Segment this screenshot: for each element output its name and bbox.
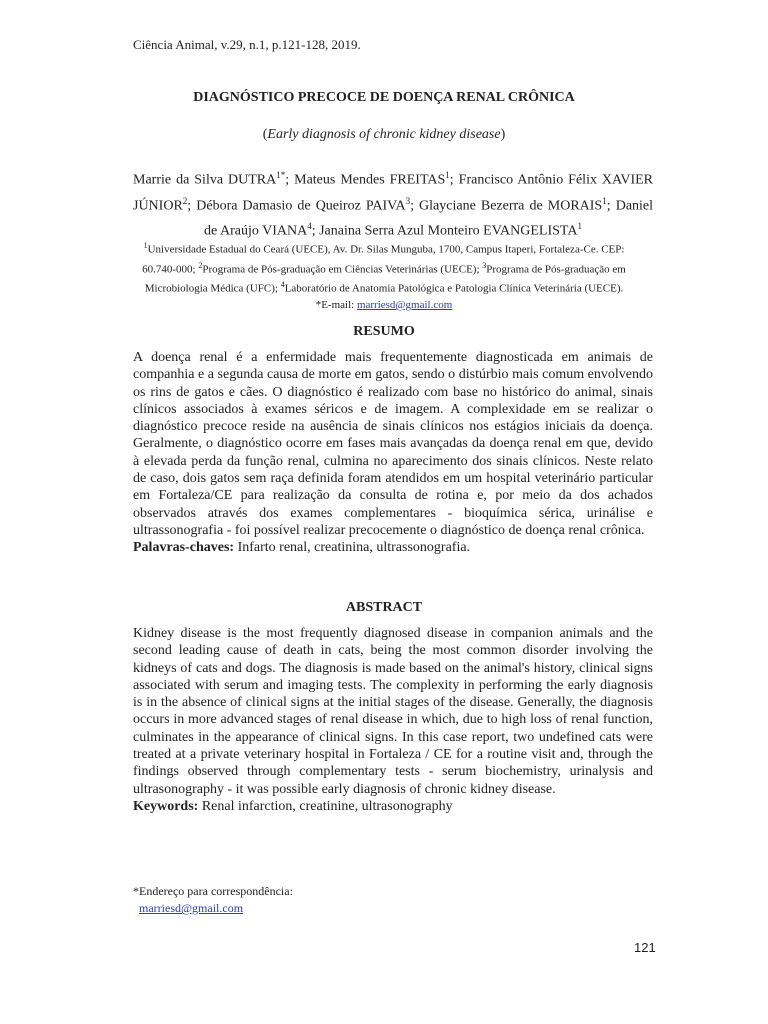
subtitle-english-title: Early diagnosis of chronic kidney disease [267,127,501,142]
affiliations-block [140,238,628,313]
author-separator: ; [449,172,459,188]
affiliation-mark-3: 3 [482,260,487,270]
footnote-label: *Endereço para correspondência: [133,884,293,898]
resumo-body [133,349,653,557]
author-name: Marrie da Silva DUTRA [133,172,277,188]
author-name: Débora Damasio de Queiroz PAIVA [196,198,406,214]
affiliation-3: Programa de Pós-graduação em Microbiologia Médica (UFC); [144,263,626,295]
footnote-email-link[interactable]: marriesd@gmail.com [139,901,244,915]
author-separator: ; [285,172,295,188]
affiliation-2: Programa de Pós-graduação em Ciências Veterinárias (UECE); [202,263,483,276]
article-title: DIAGNÓSTICO PRECOCE DE DOENÇA RENAL CRÔNICA [193,90,575,105]
author-name: Francisco Antônio Félix XAVIER JÚNIOR [133,172,654,214]
affiliation-mark-1: 1 [143,241,148,250]
subtitle-open-paren: ( [262,127,268,142]
abstract-body [133,625,653,815]
author-name: Glayciane Bezerra de MORAIS [419,198,603,214]
author-affiliation-mark: 2 [182,195,188,206]
palavras-chaves-text: Infarto renal, creatinina, ultrassonografia. [234,540,471,556]
article-subtitle [0,127,768,143]
resumo-text: A doença renal é a enfermidade mais frequentemente diagnosticada em animais de companhia e a segunda causa de morte em gatos, sendo o distúrbio mais comum envolvendo os rins de gatos e cães. O diagnóstico é realizado com base no histórico do animal, sinais clínicos associados à exames séricos e de imagem. A complexidade em se realizar o diagnóstico precoce reside na ausência de sinais clínicos nos estágios iniciais da doença. Geralmente, o diagnóstico ocorre em fases mais avançadas da doença renal em que, devido à elevada perda da função renal, culmina no aparecimento dos sinais clínicos. Neste relato de caso, dois gatos sem raça definida foram atendidos em um hospital veterinário particular em Fortaleza/CE para realização da consulta de rotina e, por meio da dos achados observados através dos exames complementares - bioquímica sérica, urinálise e ultrassonografia - foi possível realizar precocemente o diagnóstico de doença renal crônica. [133,350,653,538]
keywords-text: Renal infarction, creatinine, ultrasonography [198,798,453,814]
subtitle-close-paren: ) [500,127,506,142]
corresponding-email-link[interactable]: marriesd@gmail.com [356,298,453,311]
author-list [133,165,653,242]
affiliation-mark-4: 4 [280,280,285,290]
journal-citation: Ciência Animal, v.29, n.1, p.121-128, 2019. [133,37,361,52]
author-affiliation-mark: 4 [307,221,312,232]
affiliation-1: Universidade Estadual do Ceará (UECE), Av. Dr. Silas Munguba, 1700, Campus Itaperi, Fortaleza-Ce. CEP: 60.740-000; [142,243,625,276]
author-affiliation-mark: 3 [405,195,411,206]
author-separator: ; [410,198,420,214]
author-affiliation-mark: 1 [445,170,450,180]
author-separator: ; [187,198,197,214]
correspondence-footnote [133,883,293,917]
author-affiliation-mark: 1* [276,170,286,180]
author-name: Janaina Serra Azul Monteiro EVANGELISTA [319,223,578,239]
palavras-chaves-label: Palavras-chaves: [133,540,235,556]
author-separator: ; [606,198,616,214]
affiliation-mark-2: 2 [198,260,203,270]
author-name: Mateus Mendes FREITAS [294,172,446,188]
author-name: Daniel de Araújo VIANA [204,198,654,239]
affiliation-4: Laboratório de Anatomia Patológica e Patologia Clínica Veterinária (UECE). *E-mail: [284,282,624,311]
abstract-heading: ABSTRACT [345,600,423,615]
keywords-label: Keywords: [133,798,199,814]
abstract-text: Kidney disease is the most frequently diagnosed disease in companion animals and the second leading cause of death in cats, being the most common disorder involving the kidneys of cats and dogs. The diagnosis is made based on the animal's history, clinical signs associated with serum and imaging tests. The complexity in performing the early diagnosis is in the absence of clinical signs at the initial stages of the disease. Generally, the diagnosis occurs in more advanced stages of renal disease in which, due to high loss of renal function, culminates in the appearance of clinical signs. In this case report, two undefined cats were treated at a private veterinary hospital in Fortaleza / CE for a routine visit and, through the findings observed through complementary tests - serum biochemistry, urinalysis and ultrasonography - it was possible early diagnosis of chronic kidney disease. [133,626,653,797]
author-affiliation-mark: 1 [602,195,607,206]
resumo-heading: RESUMO [353,324,415,339]
author-separator: ; [311,223,320,239]
page-number: 121 [634,940,656,955]
author-affiliation-mark: 1 [577,221,582,232]
